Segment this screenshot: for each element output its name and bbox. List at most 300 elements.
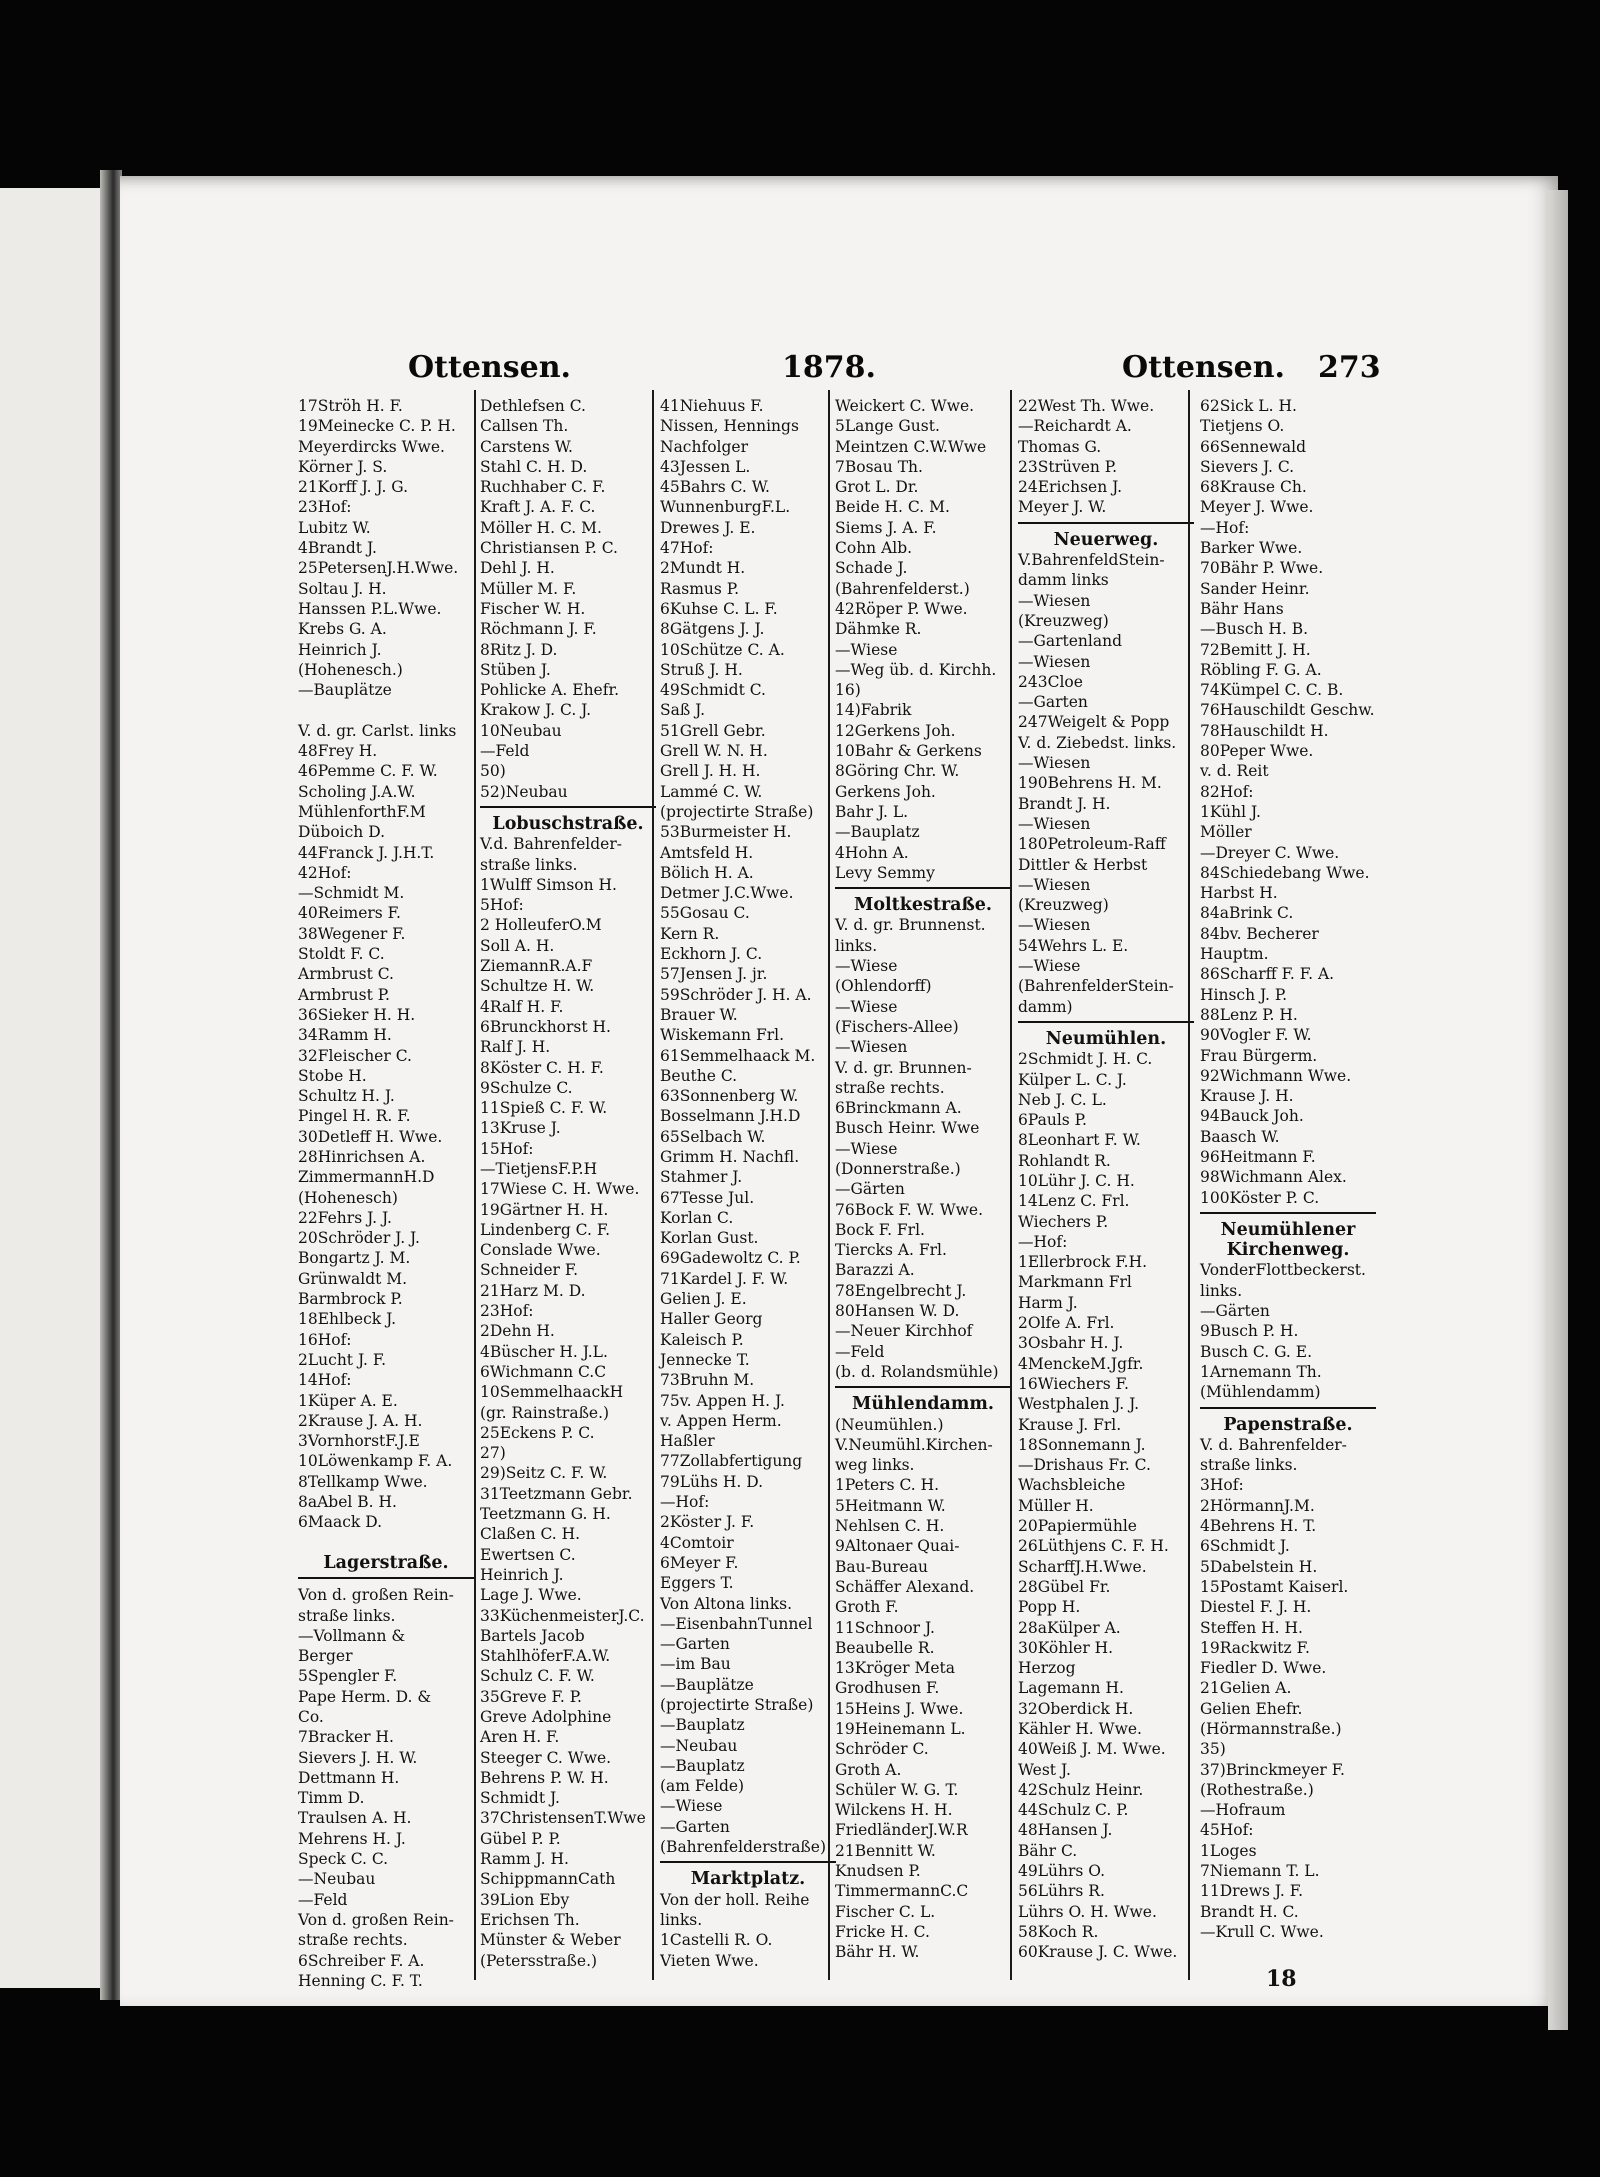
directory-entry: 8aAbel B. H. (298, 1493, 397, 1512)
directory-entry: 2Krause J. A. H. (298, 1411, 423, 1430)
directory-entry: 39Lion Eby (480, 1890, 570, 1909)
directory-entry: Möller (1200, 823, 1252, 842)
directory-entry: SchippmannCath (480, 1870, 616, 1889)
directory-entry: Ramm J. H. (480, 1850, 569, 1869)
directory-entry: (Neumühlen.) (835, 1415, 944, 1434)
directory-entry: 13Kruse J. (480, 1119, 561, 1138)
directory-entry: 22Fehrs J. J. (298, 1208, 392, 1227)
directory-entry: Schade J. (835, 559, 908, 578)
directory-entry: straße rechts. (298, 1931, 408, 1950)
directory-entry: Bartels Jacob (480, 1626, 585, 1645)
directory-entry: Grot L. Dr. (835, 478, 919, 497)
directory-entry: Grell J. H. H. (660, 762, 761, 781)
directory-entry: 63Sonnenberg W. (660, 1087, 799, 1106)
directory-entry: 5Heitmann W. (835, 1496, 946, 1515)
directory-entry: Henning C. F. T. (298, 1971, 423, 1990)
street-heading: Lobuschstraße. (492, 813, 644, 834)
directory-entry: Bau-Bureau (835, 1557, 929, 1576)
directory-entry: 44Schulz C. P. (1018, 1801, 1129, 1820)
directory-entry: Haßler (660, 1432, 715, 1451)
directory-entry: 46Pemme C. F. W. (298, 762, 438, 781)
directory-entry: Siems J. A. F. (835, 518, 937, 537)
directory-entry: Tietjens O. (1200, 417, 1285, 436)
directory-entry: —Reichardt A. (1018, 417, 1132, 436)
directory-entry: Wachsbleiche (1018, 1476, 1126, 1495)
directory-entry: 8Leonhart F. W. (1018, 1131, 1141, 1150)
directory-entry: V. d. gr. Brunnen- (835, 1058, 972, 1077)
directory-entry: 1Peters C. H. (835, 1476, 940, 1495)
directory-entry: FriedländerJ.W.R (835, 1821, 968, 1840)
directory-entry: —Garten (1018, 693, 1088, 712)
directory-entry: —Neubau (298, 1870, 376, 1889)
directory-entry: Stahl C. H. D. (480, 457, 588, 476)
directory-entry: 5Spengler F. (298, 1667, 398, 1686)
directory-entry: 15Heins J. Wwe. (835, 1699, 964, 1718)
directory-entry: —Dreyer C. Wwe. (1200, 843, 1340, 862)
directory-entry: 53Burmeister H. (660, 823, 792, 842)
directory-entry: Sander Heinr. (1200, 579, 1310, 598)
directory-entry: 21Bennitt W. (835, 1841, 936, 1860)
directory-entry: —Wiese (660, 1797, 723, 1816)
directory-entry: 8Ritz J. D. (480, 640, 558, 659)
directory-entry: Wilckens H. H. (835, 1801, 953, 1820)
directory-entry: 90Vogler F. W. (1200, 1026, 1312, 1045)
directory-entry: Lagemann H. (1018, 1679, 1124, 1698)
directory-entry: Diestel F. J. H. (1200, 1598, 1312, 1617)
directory-entry: 10Neubau (480, 721, 562, 740)
directory-entry: 22West Th. Wwe. (1018, 397, 1155, 415)
directory-entry: (gr. Rainstraße.) (480, 1403, 610, 1422)
directory-entry: 42Röper P. Wwe. (835, 599, 968, 618)
directory-entry: Frau Bürgerm. (1200, 1046, 1318, 1065)
directory-entry: Groth F. (835, 1598, 899, 1617)
directory-entry: 23Hof: (298, 498, 352, 517)
directory-entry: 28aKülper A. (1018, 1618, 1121, 1637)
directory-entry: Fiedler D. Wwe. (1200, 1659, 1327, 1678)
directory-entry: Levy Semmy (835, 863, 935, 882)
directory-entry: —Krull C. Wwe. (1200, 1922, 1324, 1941)
directory-entry: Soll A. H. (480, 936, 555, 955)
directory-entry: —Wiese (835, 957, 898, 976)
directory-entry: Busch Heinr. Wwe (835, 1119, 980, 1138)
directory-entry: 35) (1200, 1740, 1226, 1759)
directory-entry: Pape Herm. D. & (298, 1687, 432, 1706)
directory-entry: Gerkens Joh. (835, 782, 936, 801)
directory-entry: 6Brinckmann A. (835, 1099, 962, 1118)
directory-entry: 86Scharff F. F. A. (1200, 965, 1335, 984)
directory-entry: Müller M. F. (480, 579, 577, 598)
directory-entry: 9Busch P. H. (1200, 1322, 1299, 1341)
section-rule (835, 1386, 1011, 1394)
running-head-left: Ottensen. (408, 350, 571, 385)
directory-entry: —Vollmann & (298, 1626, 406, 1645)
directory-entry: 5Hof: (480, 896, 524, 915)
directory-entry: 96Heitmann F. (1200, 1147, 1316, 1166)
directory-entry: 43Jessen L. (660, 457, 751, 476)
directory-entry: Kraft J. A. F. C. (480, 498, 596, 517)
directory-entry: —Feld (298, 1890, 348, 1909)
directory-entry: (Kreuzweg) (1018, 611, 1109, 630)
column-divider (1010, 390, 1012, 1980)
directory-column-6 (1200, 396, 1376, 1976)
directory-entry: —Neuer Kirchhof (835, 1322, 973, 1341)
directory-entry: Stobe H. (298, 1066, 367, 1085)
directory-entry: 70Bähr P. Wwe. (1200, 559, 1324, 578)
directory-entry: 28Hinrichsen A. (298, 1147, 426, 1166)
directory-entry: Co. (298, 1708, 324, 1726)
directory-entry: 9Altonaer Quai- (835, 1537, 960, 1556)
street-heading: Lagerstraße. (323, 1552, 449, 1573)
directory-entry: 49Lührs O. (1018, 1862, 1105, 1881)
directory-entry: 28Gübel Fr. (1018, 1577, 1111, 1596)
directory-entry: —Wiesen (1018, 591, 1091, 610)
directory-entry: —Wiesen (835, 1038, 908, 1057)
directory-entry: —Bauplatz (660, 1716, 745, 1735)
directory-entry: Fricke H. C. (835, 1922, 930, 1941)
directory-entry: 6Wichmann C.C (480, 1362, 607, 1381)
directory-entry: 7Bracker H. (298, 1728, 394, 1747)
directory-entry: 77Zollabfertigung (660, 1452, 803, 1471)
directory-entry: Schultz H. J. (298, 1087, 395, 1106)
directory-entry: —Hof: (1200, 518, 1250, 537)
directory-entry: 78Hauschildt H. (1200, 721, 1329, 740)
column-divider (1188, 390, 1190, 1980)
directory-entry: 20Schröder J. J. (298, 1229, 420, 1248)
directory-entry: Berger (298, 1647, 353, 1666)
street-heading: Moltkestraße. (853, 895, 993, 916)
directory-entry: 69Gadewoltz C. P. (660, 1249, 801, 1268)
directory-entry (298, 1533, 474, 1553)
directory-entry: Bosselmann J.H.D (660, 1107, 801, 1126)
directory-entry: Armbrust C. (298, 965, 394, 984)
directory-entry: 23Hof: (480, 1302, 534, 1321)
directory-entry: Sievers J. C. (1200, 457, 1295, 476)
directory-entry: 2Köster J. F. (660, 1513, 755, 1532)
directory-entry: 11Schnoor J. (835, 1618, 935, 1637)
directory-entry: 24Erichsen J. (1018, 478, 1123, 497)
directory-entry: 94Bauck Joh. (1200, 1107, 1304, 1126)
directory-entry: 55Gosau C. (660, 904, 750, 923)
directory-entry: —im Bau (660, 1655, 731, 1674)
directory-entry: Rohlandt R. (1018, 1151, 1111, 1170)
directory-entry: 2Dehn H. (480, 1322, 555, 1341)
directory-entry: Ralf J. H. (480, 1038, 551, 1057)
directory-entry: 18Ehlbeck J. (298, 1310, 397, 1329)
directory-entry: Möller H. C. M. (480, 518, 602, 537)
directory-entry: Soltau J. H. (298, 579, 387, 598)
directory-entry: Ruchhaber C. F. (480, 478, 606, 497)
directory-entry: Heinrich J. (298, 640, 382, 659)
directory-entry: 8Gätgens J. J. (660, 620, 765, 639)
directory-entry: straße links. (298, 1606, 396, 1625)
directory-entry: (Kreuzweg) (1018, 896, 1109, 915)
directory-entry: 14Lenz C. Frl. (1018, 1192, 1130, 1211)
directory-entry: Detmer J.C.Wwe. (660, 884, 794, 903)
directory-entry: 74Kümpel C. C. B. (1200, 681, 1344, 700)
directory-entry: 42Hof: (298, 863, 352, 882)
directory-entry: 180Petroleum-Raff (1018, 835, 1166, 854)
directory-entry: 75v. Appen H. J. (660, 1391, 785, 1410)
directory-entry: 10Lühr J. C. H. (1018, 1171, 1135, 1190)
directory-entry: Christiansen P. C. (480, 539, 618, 558)
directory-entry: —Wiesen (1018, 875, 1091, 894)
directory-entry (298, 700, 474, 720)
directory-entry: Meyerdircks Wwe. (298, 437, 445, 456)
directory-entry: 62Sick L. H. (1200, 397, 1297, 415)
directory-entry: 42Schulz Heinr. (1018, 1780, 1144, 1799)
directory-entry: Külper L. C. J. (1018, 1070, 1127, 1089)
directory-entry: —Busch H. B. (1200, 620, 1309, 639)
directory-entry: 84bv. Becherer (1200, 924, 1319, 943)
directory-entry: 8Köster C. H. F. (480, 1058, 604, 1077)
directory-entry: Nachfolger (660, 437, 748, 456)
directory-entry: Bähr C. (1018, 1841, 1078, 1860)
directory-entry: 40Weiß J. M. Wwe. (1018, 1740, 1166, 1759)
directory-entry: 48Frey H. (298, 742, 378, 761)
directory-entry: Barmbrock P. (298, 1290, 403, 1309)
directory-entry: 98Wichmann Alex. (1200, 1168, 1347, 1187)
directory-entry: Brandt J. H. (1018, 794, 1111, 813)
directory-entry: 20Papiermühle (1018, 1517, 1137, 1536)
directory-entry: —Gärten (835, 1180, 905, 1199)
directory-entry: Groth A. (835, 1760, 902, 1779)
directory-entry: (Hohenesch.) (298, 660, 403, 679)
directory-entry: Meyer J. W. (1018, 498, 1107, 517)
directory-entry: V. d. gr. Brunnenst. (835, 916, 986, 935)
directory-entry: Conslade Wwe. (480, 1241, 601, 1260)
directory-entry: Ewertsen C. (480, 1545, 576, 1564)
directory-entry: 8Tellkamp Wwe. (298, 1472, 428, 1491)
directory-entry: (am Felde) (660, 1777, 745, 1796)
directory-entry: —Hof: (1018, 1232, 1068, 1251)
directory-entry: 51Grell Gebr. (660, 721, 766, 740)
directory-entry: —Bauplätze (298, 681, 392, 700)
directory-entry: Struß J. H. (660, 660, 743, 679)
directory-entry: 23Strüven P. (1018, 457, 1118, 476)
directory-entry: Schüler W. G. T. (835, 1780, 959, 1799)
directory-entry: Lammé C. W. (660, 782, 763, 801)
directory-entry: Cohn Alb. (835, 539, 913, 558)
directory-entry: 25PetersenJ.H.Wwe. (298, 559, 459, 578)
directory-entry: damm links (1018, 571, 1109, 590)
directory-entry: 6Schreiber F. A. (298, 1951, 425, 1970)
directory-entry: 67Tesse Jul. (660, 1188, 755, 1207)
directory-entry: Haller Georg (660, 1310, 763, 1329)
directory-entry: Eggers T. (660, 1574, 734, 1593)
directory-entry: 3Hof: (1200, 1476, 1244, 1495)
directory-entry: 38Wegener F. (298, 924, 406, 943)
directory-entry: Aren H. F. (480, 1728, 560, 1747)
directory-entry: ScharffJ.H.Wwe. (1018, 1557, 1147, 1576)
directory-entry: 19Gärtner H. H. (480, 1200, 609, 1219)
directory-entry: 65Selbach W. (660, 1127, 766, 1146)
directory-entry: Carstens W. (480, 437, 573, 456)
directory-entry: 92Wichmann Wwe. (1200, 1066, 1352, 1085)
directory-entry: 58Koch R. (1018, 1922, 1099, 1941)
directory-entry: 16Wiechers F. (1018, 1374, 1129, 1393)
section-rule (298, 1577, 474, 1585)
section-rule (1200, 1407, 1376, 1415)
street-heading: Neumühlen. (1045, 1028, 1167, 1049)
directory-entry: —Wiesen (1018, 916, 1091, 935)
directory-entry: Grimm H. Nachfl. (660, 1147, 800, 1166)
directory-entry: Dethlefsen C. (480, 397, 586, 415)
directory-entry: —TietjensF.P.H (480, 1159, 598, 1178)
directory-entry: Krebs G. A. (298, 620, 387, 639)
directory-entry: Callsen Th. (480, 417, 569, 436)
directory-entry: weg links. (835, 1456, 915, 1475)
directory-entry: 2Schmidt J. H. C. (1018, 1050, 1153, 1069)
directory-entry: 13Kröger Meta (835, 1659, 955, 1678)
directory-entry: 12Gerkens Joh. (835, 721, 956, 740)
directory-entry: (projectirte Straße) (660, 802, 814, 821)
directory-entry: Von Altona links. (660, 1594, 793, 1613)
directory-entry: Behrens P. W. H. (480, 1768, 609, 1787)
directory-entry: straße rechts. (835, 1078, 945, 1097)
directory-entry: Hanssen P.L.Wwe. (298, 599, 442, 618)
directory-entry: Steffen H. H. (1200, 1618, 1303, 1637)
directory-entry: 6Schmidt J. (1200, 1537, 1290, 1556)
directory-entry: 19Rackwitz F. (1200, 1638, 1310, 1657)
directory-entry: 4Hohn A. (835, 843, 909, 862)
directory-entry: damm) (1018, 997, 1073, 1016)
directory-entry: Popp H. (1018, 1598, 1081, 1617)
directory-entry: —Bauplätze (660, 1675, 754, 1694)
directory-entry: Bock F. Frl. (835, 1220, 925, 1239)
directory-entry: (b. d. Rolandsmühle) (835, 1362, 999, 1381)
directory-entry: —Wiese (835, 997, 898, 1016)
directory-entry: Barazzi A. (835, 1261, 915, 1280)
directory-entry: 35Greve F. P. (480, 1687, 582, 1706)
directory-entry: 19Meinecke C. P. H. (298, 417, 456, 436)
section-rule (660, 1861, 836, 1869)
directory-entry: Hauptm. (1200, 945, 1269, 964)
directory-entry: Mehrens H. J. (298, 1829, 406, 1848)
directory-entry: 29)Seitz C. F. W. (480, 1464, 608, 1483)
directory-entry: —Feld (480, 742, 530, 761)
directory-entry: 2Mundt H. (660, 559, 746, 578)
directory-entry: Gübel P. P. (480, 1829, 561, 1848)
directory-entry: 21Gelien A. (1200, 1679, 1292, 1698)
directory-entry: links. (1200, 1281, 1243, 1300)
directory-entry: 27) (480, 1444, 506, 1463)
directory-entry: 6Brunckhorst H. (480, 1017, 611, 1036)
directory-entry: (Hörmannstraße.) (1200, 1720, 1342, 1738)
directory-entry: Korlan C. (660, 1208, 734, 1227)
directory-entry: 73Bruhn M. (660, 1371, 755, 1390)
directory-entry: Dehl J. H. (480, 559, 555, 578)
directory-entry: —EisenbahnTunnel (660, 1614, 813, 1633)
directory-entry: Armbrust P. (298, 985, 390, 1004)
directory-entry: links. (660, 1910, 703, 1929)
directory-entry: Gelien J. E. (660, 1290, 747, 1309)
directory-entry: Bähr Hans (1200, 599, 1284, 618)
directory-entry: (Bahrenfelderstraße) (660, 1838, 827, 1857)
directory-entry: TimmermannC.C (835, 1882, 969, 1901)
directory-entry: 68Krause Ch. (1200, 478, 1307, 497)
directory-entry: Schulz C. F. W. (480, 1667, 595, 1686)
directory-entry: 7Bosau Th. (835, 457, 923, 476)
directory-entry: 49Schmidt C. (660, 681, 766, 700)
directory-entry: 25Eckens P. C. (480, 1423, 595, 1442)
directory-entry: 84aBrink C. (1200, 904, 1294, 923)
directory-entry: Busch C. G. E. (1200, 1342, 1313, 1361)
directory-column-1 (298, 396, 474, 1990)
directory-entry: West J. (1018, 1760, 1071, 1779)
directory-entry: Krakow J. C. J. (480, 701, 592, 720)
directory-entry: Grünwaldt M. (298, 1269, 408, 1288)
street-heading: Neumühlener (1220, 1219, 1356, 1240)
directory-entry: 72Bemitt J. H. (1200, 640, 1311, 659)
directory-entry: 45Bahrs C. W. (660, 478, 770, 497)
directory-entry: 16) (835, 681, 861, 700)
directory-entry: 48Hansen J. (1018, 1821, 1113, 1840)
directory-entry: Schmidt J. (480, 1789, 560, 1808)
directory-entry: Westphalen J. J. (1018, 1395, 1140, 1414)
directory-entry: 14Hof: (298, 1371, 352, 1390)
directory-entry: 4Behrens H. T. (1200, 1517, 1317, 1536)
directory-entry: Rasmus P. (660, 579, 739, 598)
directory-entry: links. (835, 936, 878, 955)
directory-entry: 2 HolleuferO.M (480, 916, 602, 935)
directory-entry: Lührs O. H. Wwe. (1018, 1902, 1157, 1921)
directory-entry: 4Ralf H. F. (480, 997, 564, 1016)
directory-entry: Heinrich J. (480, 1565, 564, 1584)
directory-entry: WunnenburgF.L. (660, 498, 791, 517)
directory-entry: Krause J. H. (1200, 1087, 1294, 1106)
section-rule (1018, 522, 1194, 530)
directory-entry: V.d. Bahrenfelder- (480, 835, 622, 854)
directory-entry: —Gartenland (1018, 632, 1123, 651)
directory-entry: Dittler & Herbst (1018, 855, 1148, 874)
directory-entry: 2HörmannJ.M. (1200, 1496, 1315, 1515)
directory-entry: 66Sennewald (1200, 437, 1307, 456)
directory-entry: Stüben J. (480, 660, 551, 679)
directory-entry: 11Spieß C. F. W. (480, 1099, 608, 1118)
directory-entry: 54Wehrs L. E. (1018, 936, 1129, 955)
directory-entry: 47Hof: (660, 539, 714, 558)
directory-entry: (projectirte Straße) (660, 1696, 814, 1714)
directory-entry: Schröder C. (835, 1740, 929, 1759)
section-rule (1200, 1212, 1376, 1220)
directory-entry: 6Meyer F. (660, 1553, 739, 1572)
directory-entry: Kaleisch P. (660, 1330, 744, 1349)
directory-entry: Harbst H. (1200, 884, 1278, 903)
directory-entry: 100Köster P. C. (1200, 1188, 1320, 1207)
running-head-year: 1878. (782, 350, 876, 385)
directory-entry: Meyer J. Wwe. (1200, 498, 1314, 517)
section-rule (835, 887, 1011, 895)
directory-entry: Krause J. Frl. (1018, 1415, 1122, 1434)
directory-entry: 17Ströh H. F. (298, 397, 403, 415)
directory-entry: —Neubau (660, 1736, 738, 1755)
directory-entry: 1Arnemann Th. (1200, 1362, 1322, 1381)
directory-entry: —Feld (835, 1342, 885, 1361)
directory-entry: (Mühlendamm) (1200, 1383, 1321, 1402)
directory-entry: (Fischers-Allee) (835, 1017, 959, 1036)
directory-entry: ZimmermannH.D (298, 1168, 435, 1187)
directory-entry: Traulsen A. H. (298, 1809, 412, 1828)
directory-entry: Beide H. C. M. (835, 498, 950, 517)
directory-entry: Timm D. (298, 1789, 365, 1808)
directory-entry: Teetzmann G. H. (480, 1505, 611, 1524)
directory-entry: 14)Fabrik (835, 701, 912, 720)
directory-entry: MühlenforthF.M (298, 802, 426, 821)
directory-entry: Tiercks A. Frl. (835, 1241, 947, 1260)
directory-entry: —Wiese (835, 640, 898, 659)
signature-mark: 18 (1266, 1966, 1297, 1992)
directory-entry: Röchmann J. F. (480, 620, 597, 639)
